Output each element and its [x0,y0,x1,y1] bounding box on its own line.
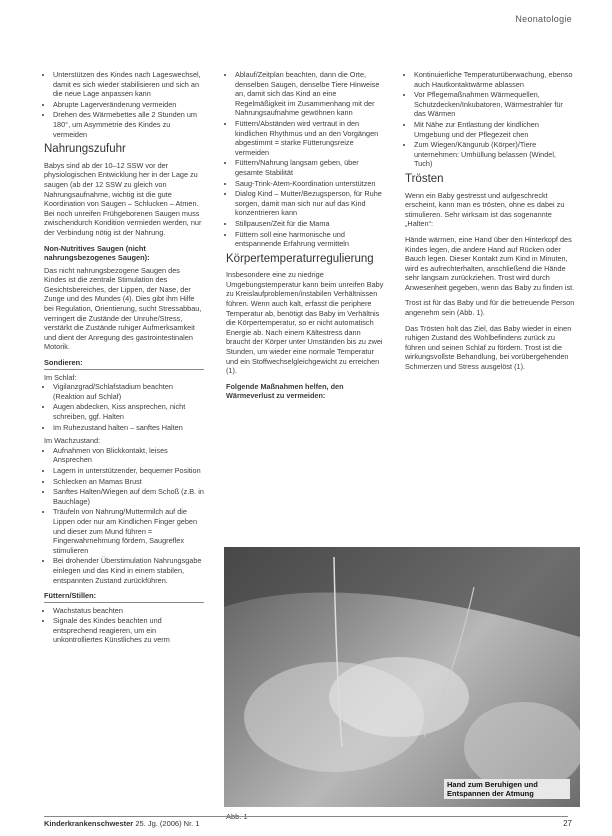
photo-placeholder-graphic [224,547,580,807]
waerme-bullet-list [405,70,575,169]
paragraph-troesten-1: Wenn ein Baby gestresst und aufgeschreckt erscheint, kann man es trösten, ohne es dabei zu stimulieren. Sehr wirksam ist das sogenannte „Halten“: [405,190,565,229]
paragraph-troesten-2: Hände wärmen, eine Hand über den Hinterkopf des Kindes legen, die andere Hand auf Rücken oder Bauch legen. Dieser Kontakt zum Kind in Minuten, wird es aufrechterhalten, anschließend die Hände sehr langsam zurückziehen. Trost wird durch Anwesenheit gegeben, wenn das Baby zu finden ist. [405,234,575,292]
list-item: • Lagern in unterstützender, bequemer Position [53,466,204,476]
list-item: • Signale des Kindes beachten und entsprechend reagieren, um ein unkontrolliertes Künstliches zu verm [53,616,204,645]
list-item: • Aufnahmen von Blickkontakt, leises Ansprechen [53,446,204,465]
paragraph-troesten-4: Das Trösten holt das Ziel, das Baby wieder in einen ruhigen Zustand des Wohlbefindens zurück zu führen und seinen Schlaf zu fördern. Trost ist die wirkungsvollste Behandlung, bei vorübergehenden Schmerzen und Stress ausgelöst (1). [405,323,572,372]
heading-non-nutritives-saugen: Non-Nutritives Saugen (nicht nahrungsbezogenes Saugen): [44,243,150,263]
list-item: • Unterstützen des Kindes nach Lageswechsel, damit es sich wieder stabilisieren und sich an die neue Lage anpassen kann [53,70,204,99]
heading-koerpertemperatur: Körpertemperaturregulierung [226,252,374,265]
figure-label: Abb. 1 [226,812,248,821]
paragraph-massnahmen: Folgende Maßnahmen helfen, den Wärmeverlust zu vermeiden: [226,381,344,401]
label-im-wachzustand: Im Wachzustand: [44,436,101,446]
fuettern-bullet-list [44,606,204,645]
list-item: • Schlecken an Mamas Brust [53,477,204,487]
wach-bullet-list [44,446,204,585]
list-item: • Vigilanzgrad/Schlafstadium beachten (Reaktion auf Schlaf) [53,382,204,401]
page-number: 27 [563,819,572,828]
paragraph-koerpertemperatur: Insbesondere eine zu niedrige Umgebungstemperatur kann beim unreifen Baby zu Kreislaufproblemen/instabilen Verhältnissen führen. Wenn auch kalt, erfasst die periphere Temperatur ab, benötigt das Baby im Verhältnis die Körpertemperatur, so er nicht automatisch Energie ab. Nach einem Kältestress dann braucht der Körper unter Umständen bis zu zwei Stunden, um wieder eine normale Temperatur und ein Stoffwechselgleichgewicht zu erreichen (1). [226,270,384,376]
list-item: • Kontinuierliche Temperaturüberwachung, ebenso auch Hautkontaktwärme ablassen [414,70,575,89]
list-item: • Füttern soll eine harmonische und entspannende Erfahrung vermitteln [235,230,386,249]
feeding-bullet-list [226,70,386,249]
heading-sondieren: Sondieren: [44,358,204,370]
intro-bullet-list [44,70,204,139]
list-item: • Dialog Kind – Mutter/Bezugsperson, für Ruhe sorgen, damit man sich nur auf das Kind konzentrieren kann [235,189,386,218]
footer-divider [44,816,568,817]
figure-photo-infant [224,547,580,807]
paragraph-troesten-3: Trost ist für das Baby und für die betreuende Person angenehm sein (Abb. 1). [405,298,575,318]
figure-caption: Hand zum Beruhigen und Entspannen der Atmung [444,779,570,799]
label-im-schlaf: Im Schlaf: [44,372,77,382]
heading-nahrungszufuhr: Nahrungszufuhr [44,143,126,156]
column-3 [405,70,575,378]
footer-journal-name: Kinderkrankenschwester [44,819,134,828]
list-item: • Füttern/Abständen wird vertraut in den kindlichen Rhythmus und an den Vorgängen abgestimmt = starke Fütterungsreize vermeiden [235,119,386,157]
list-item: • Wachstatus beachten [53,606,204,616]
list-item: • Ablauf/Zeitplan beachten, dann die Orte, denselben Saugen, denselbe Tiere Hinweise an, damit sich das Kind an eine Regelmäßigkeit im Zusammenhang mit der Nahrungsaufnahme gewöhnen kann [235,70,386,118]
heading-troesten: Trösten [405,172,444,185]
list-item: • Im Ruhezustand halten – sanftes Halten [53,423,204,433]
list-item: • Stillpausen/Zeit für die Mama [235,219,386,229]
list-item: • Sanftes Halten/Wiegen auf dem Schoß (z.B. in Bauchlage) [53,487,204,506]
heading-fuettern-stillen: Füttern/Stillen: [44,591,204,603]
list-item: • Vor Pflegemaßnahmen Wärmequellen, Schutzdecken/Inkubatoren, Wärmestrahler für das Wärmen [414,90,575,119]
list-item: • Zum Wiegen/Kängurub (Körper)/Tiere unternehmen: Umhüllung belassen (Windel, Tuch) [414,140,575,169]
list-item: • Bei drohender Überstimulation Nahrungsgabe einlegen und das Kind in einem stabilen, entspannten Zustand zurückführen. [53,556,204,585]
paragraph-non-nutritives-saugen: Das nicht nahrungsbezogene Saugen des Kindes ist die zentrale Stimulation des Gesichtsbereiches, der Lippen, der Nase, der Zunge und des Mundes (4). Dies gibt ihm Hilfe bei Regulation, Orientierung, sucht Stressabbau, verringert die Zustände der Unruhe/Stress, verstärkt die Zustände ruhiger Aufmerksamkeit und dient der Anregung des gastrointestinalen Motorik. [44,265,202,352]
list-item: • Abrupte Lagerveränderung vermeiden [53,100,204,110]
paragraph-nahrungszufuhr: Babys sind ab der 10–12 SSW vor der physiologischen Entwicklung her in der Lage zu saugen (ab der 12 SSW zu gleich von Nahrungsaufnahme, wichtig ist die gute Koordination von Saugen – Schlucken – Atmen. Bei noch unreifen Frühgeborenen Saugen muss zwischendurch Kondition vermieden werden, nur der Verbindung nötig ist der Nahrung. [44,160,202,237]
schlaf-bullet-list [44,382,204,432]
column-2 [226,70,386,407]
list-item: • Träufeln von Nahrung/Muttermilch auf die Lippen oder nur am Kindlichen Finger geben und dieser zum Mund führen = Fingerwahrnehmung fördern, Saugreflex stimulieren [53,507,204,555]
running-header: Neonatologie [515,14,572,24]
footer-journal [44,819,200,828]
list-item: • Augen abdecken, Kiss ansprechen, nicht schreiben, ggf. Halten [53,402,204,421]
column-1 [44,70,204,646]
list-item: • Drehen des Wärmebettes alle 2 Stunden um 180°, um Asymmetrie des Kindes zu vermeiden [53,110,204,139]
list-item: • Saug-Trink-Atem-Koordination unterstützen [235,179,386,189]
list-item: • Füttern/Nahrung langsam geben, über gesamte Stabilität [235,158,386,177]
footer-issue: 25. Jg. (2006) Nr. 1 [135,819,200,828]
list-item: • Mit Nähe zur Entlastung der kindlichen Umgebung und der Pflegezeit chen [414,120,575,139]
